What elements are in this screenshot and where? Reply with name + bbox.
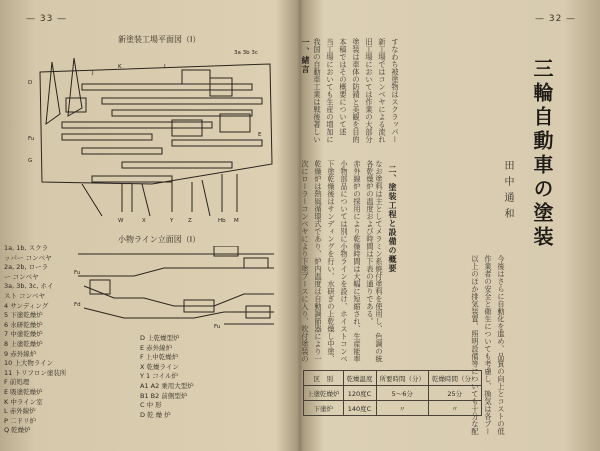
legend-item: スト コンベヤ bbox=[4, 291, 46, 300]
elevation-label: Fd bbox=[74, 302, 81, 308]
plan-label: Z bbox=[188, 218, 192, 224]
body-column: 塗装は車体の防錆と美観を目的 bbox=[352, 38, 361, 143]
body-column: すなわち被塗物はスクラッパー bbox=[391, 38, 400, 143]
table-header: 乾燥温度 bbox=[343, 371, 376, 386]
elevation-rail bbox=[78, 254, 274, 276]
legend-item: 10 上大物ライン bbox=[4, 359, 54, 368]
plan-label: X bbox=[142, 218, 146, 224]
legend-left bbox=[4, 244, 66, 436]
legend-item: A1 A2 乗用大型炉 bbox=[140, 381, 194, 390]
section1-heading: 一、緒言 bbox=[301, 38, 310, 74]
plan-label: J bbox=[92, 70, 94, 76]
elevation-rail bbox=[84, 286, 274, 306]
oven-box bbox=[182, 70, 210, 84]
legend-item: F 前処理 bbox=[4, 378, 30, 387]
legend-item: F 上中乾燥炉 bbox=[140, 353, 179, 362]
table-cell: 25分 bbox=[429, 386, 482, 401]
plan-label: Hb bbox=[218, 218, 226, 224]
conveyor-line bbox=[62, 122, 212, 128]
plan-label: D bbox=[28, 80, 33, 86]
conveyor-line bbox=[82, 148, 162, 154]
body-column: 下塗乾燥後はサンディングを行い、水研ぎの上乾燥し中塗、 bbox=[327, 160, 336, 363]
body-column: 乾燥炉は熱風循環式であり、炉内温度は自動調節器により一 bbox=[314, 160, 323, 363]
conveyor-line bbox=[102, 98, 262, 104]
plan-label: 3a 3b 3c bbox=[234, 50, 258, 56]
body-column: 我国の自動車工業は戦後著しい bbox=[313, 38, 322, 143]
figure2-title: 小物ライン立面図（I） bbox=[118, 235, 201, 244]
legend-item: E 赤外線炉 bbox=[140, 343, 173, 352]
legend-item: ッパー コンベヤ bbox=[4, 253, 52, 262]
article-title: 三輪自動車の塗装 bbox=[530, 58, 554, 250]
body-column: なお塗料は主としてメラミン系焼付塗料を使用し、色調の統 bbox=[375, 160, 384, 363]
conveyor-line bbox=[172, 140, 262, 146]
legend-item: 7 中塗乾燥炉 bbox=[4, 330, 43, 339]
legend-item: D 乾 燥 炉 bbox=[140, 410, 171, 419]
right-page-number: — 32 — bbox=[535, 14, 577, 24]
plan-label: E bbox=[258, 132, 262, 138]
oven-table bbox=[303, 370, 482, 416]
leader-lines bbox=[82, 180, 210, 216]
legend-item: L 赤外線炉 bbox=[4, 407, 36, 416]
table-cell: 上塗乾燥炉 bbox=[304, 386, 344, 401]
conveyor-line bbox=[92, 176, 172, 182]
legend-item: E 吸塗乾燥炉 bbox=[4, 387, 43, 396]
table-cell: 〃 bbox=[376, 401, 429, 416]
elevation-label: Fu bbox=[74, 270, 81, 276]
elevation-box bbox=[244, 258, 268, 268]
table-cell: 140度C bbox=[343, 401, 376, 416]
body-column: 以上のほか排気装置、照明設備等についても十分な配 bbox=[471, 255, 480, 435]
legend-item: Y 1 コイル炉 bbox=[140, 372, 179, 381]
legend-item: 4 サンディング bbox=[4, 301, 49, 310]
legend-item: Q 乾燥炉 bbox=[4, 426, 31, 435]
legend-item: D 上乾燥型炉 bbox=[140, 334, 180, 342]
legend-item: 2a, 2b, ローラ bbox=[4, 263, 49, 272]
plan-outline bbox=[40, 64, 272, 184]
small-parts-line-elevation bbox=[74, 246, 284, 330]
plan-label: W bbox=[118, 218, 124, 224]
conveyor-line bbox=[112, 110, 252, 116]
body-column: 小物部品については別に小物ラインを設け、ホイストコンベ bbox=[340, 160, 349, 363]
plan-label: K bbox=[118, 64, 122, 70]
table-row bbox=[304, 386, 482, 401]
body-column: 作業者の安全と衛生についても考慮し、換気は各ブー bbox=[484, 255, 493, 435]
legend-item: C 中 形 bbox=[140, 401, 162, 410]
conveyor-line bbox=[122, 162, 232, 168]
body-column: 今後はさらに自動化を進め、品質の向上とコストの低 bbox=[497, 255, 506, 435]
legend-item: 1a, 1b, スクラ bbox=[4, 244, 49, 252]
plan-wedge bbox=[68, 58, 82, 116]
conveyor-line bbox=[62, 134, 152, 140]
body-column: 赤外線炉の採用により乾燥時間は大幅に短縮され、生産能率 bbox=[353, 160, 362, 363]
legend-item: 6 水研乾燥炉 bbox=[4, 320, 43, 329]
table-cell: 5～6分 bbox=[376, 386, 429, 401]
article-author: 田中通和 bbox=[502, 160, 513, 224]
oven-box bbox=[220, 114, 250, 132]
body-column: 各乾燥炉の温度および時間は下表の通りである。 bbox=[366, 160, 375, 325]
table-cell: 120度C bbox=[343, 386, 376, 401]
legend-right bbox=[140, 334, 194, 420]
legend-item: ー コンベヤ bbox=[4, 272, 39, 281]
body-column: 当工場においても生産の増加に bbox=[326, 38, 335, 143]
plan-label: L bbox=[164, 64, 168, 70]
plan-label: Y bbox=[170, 218, 174, 224]
table-cell: 下塗炉 bbox=[304, 401, 344, 416]
left-page-number: — 33 — bbox=[26, 14, 68, 24]
legend-item: X 乾燥ライン bbox=[140, 362, 179, 371]
legend-item: 8 上塗乾燥炉 bbox=[4, 339, 43, 348]
table-header-row bbox=[304, 371, 482, 386]
legend-item: K 中ライン室 bbox=[4, 397, 43, 406]
legend-item: P 二ドリ炉 bbox=[4, 416, 36, 425]
table-header: 所要時間（分） bbox=[376, 371, 429, 386]
table-row bbox=[304, 401, 482, 416]
legend-item: 5 下塗乾燥炉 bbox=[4, 311, 43, 320]
elevation-label: Fu bbox=[214, 324, 221, 330]
body-column: 旧工場においては作業の大部分 bbox=[365, 38, 374, 143]
table-header: 区 別 bbox=[304, 371, 344, 386]
oven-box bbox=[210, 78, 232, 96]
conveyor-line bbox=[82, 84, 252, 90]
figure1-title: 新塗装工場平面図（I） bbox=[118, 35, 201, 44]
legend-item: B1 B2 前側型炉 bbox=[140, 391, 188, 400]
factory-floor-plan bbox=[22, 44, 284, 224]
table-cell: 〃 bbox=[429, 401, 482, 416]
body-column: 本稿ではその概要について述 bbox=[339, 38, 348, 136]
plan-label: G bbox=[28, 158, 33, 164]
plan-label: M bbox=[234, 218, 239, 224]
body-column: 次にローラーコンベヤにより下塗ブースに入り、吹付塗装の bbox=[301, 160, 310, 363]
table-header: 乾燥時間（分） bbox=[429, 371, 482, 386]
legend-item: 9 赤外線炉 bbox=[4, 349, 37, 358]
body-column: 新工場ではコンベヤによる流れ bbox=[378, 38, 387, 143]
plan-label: Fu bbox=[28, 136, 35, 142]
legend-item: 11 トリフロン塗装所 bbox=[4, 368, 67, 377]
legend-item: 3a, 3b, 3c, ホイ bbox=[4, 282, 54, 291]
section2-heading: 二、塗装工程と設備の概要 bbox=[388, 165, 397, 273]
